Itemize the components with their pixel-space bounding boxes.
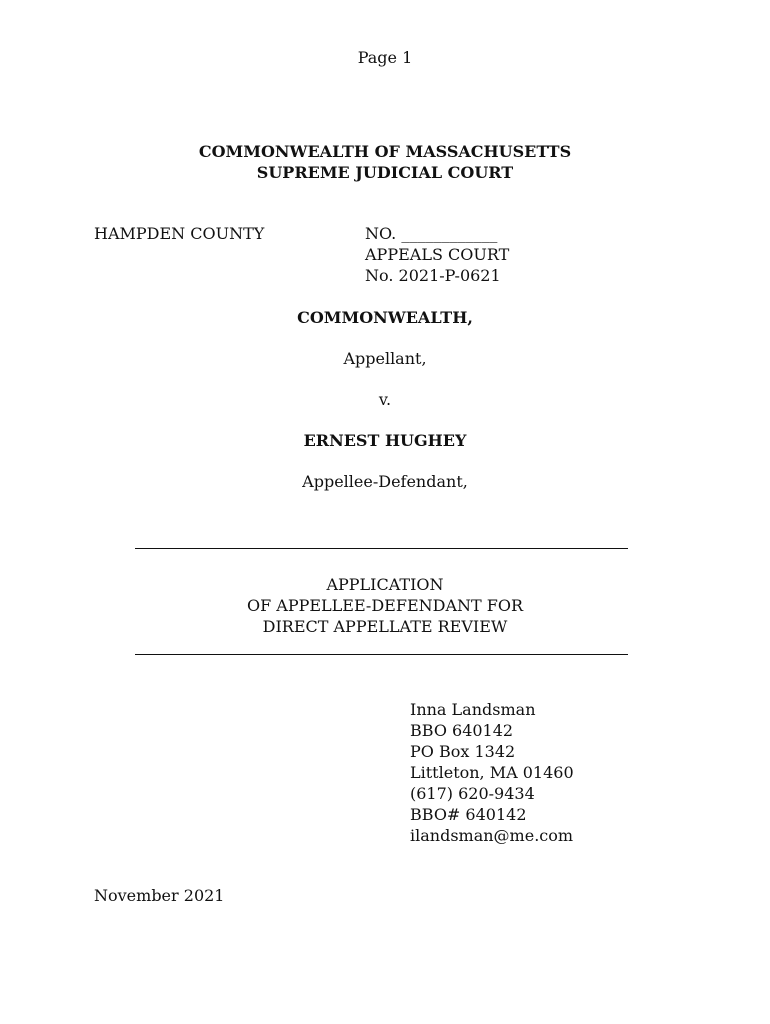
document-title-line3: DIRECT APPELLATE REVIEW xyxy=(262,617,508,636)
appellee-role: Appellee-Defendant, xyxy=(302,472,468,491)
page-number: Page 1 xyxy=(357,48,413,67)
attorney-block xyxy=(410,699,574,846)
attorney-name: Inna Landsman xyxy=(410,700,536,719)
document-title xyxy=(0,574,770,637)
court-heading xyxy=(0,141,770,183)
filing-date: November 2021 xyxy=(94,886,225,905)
court-name-line2: SUPREME JUDICIAL COURT xyxy=(256,163,514,182)
attorney-bbo-number: BBO# 640142 xyxy=(410,805,527,824)
attorney-phone: (617) 620-9434 xyxy=(410,784,535,803)
title-divider-top xyxy=(135,548,628,549)
attorney-city: Littleton, MA 01460 xyxy=(410,763,574,782)
appeals-court-label: APPEALS COURT xyxy=(365,245,510,264)
versus-label: v. xyxy=(378,390,392,409)
county-label: HAMPDEN COUNTY xyxy=(94,224,265,243)
court-name-line1: COMMONWEALTH OF MASSACHUSETTS xyxy=(198,142,572,161)
appellant-role: Appellant, xyxy=(343,349,427,368)
appellee-name: ERNEST HUGHEY xyxy=(303,431,467,450)
appellant-name: COMMONWEALTH, xyxy=(297,308,473,327)
attorney-email: ilandsman@me.com xyxy=(410,826,574,845)
title-divider-bottom xyxy=(135,654,628,655)
document-title-line1: APPLICATION xyxy=(326,575,444,594)
docket-block xyxy=(365,223,509,286)
attorney-po-box: PO Box 1342 xyxy=(410,742,516,761)
attorney-bbo: BBO 640142 xyxy=(410,721,514,740)
document-title-line2: OF APPELLEE-DEFENDANT FOR xyxy=(246,596,524,615)
appeals-docket-number: No. 2021-P-0621 xyxy=(365,266,501,285)
sjc-docket-number: NO. ____________ xyxy=(365,224,498,243)
